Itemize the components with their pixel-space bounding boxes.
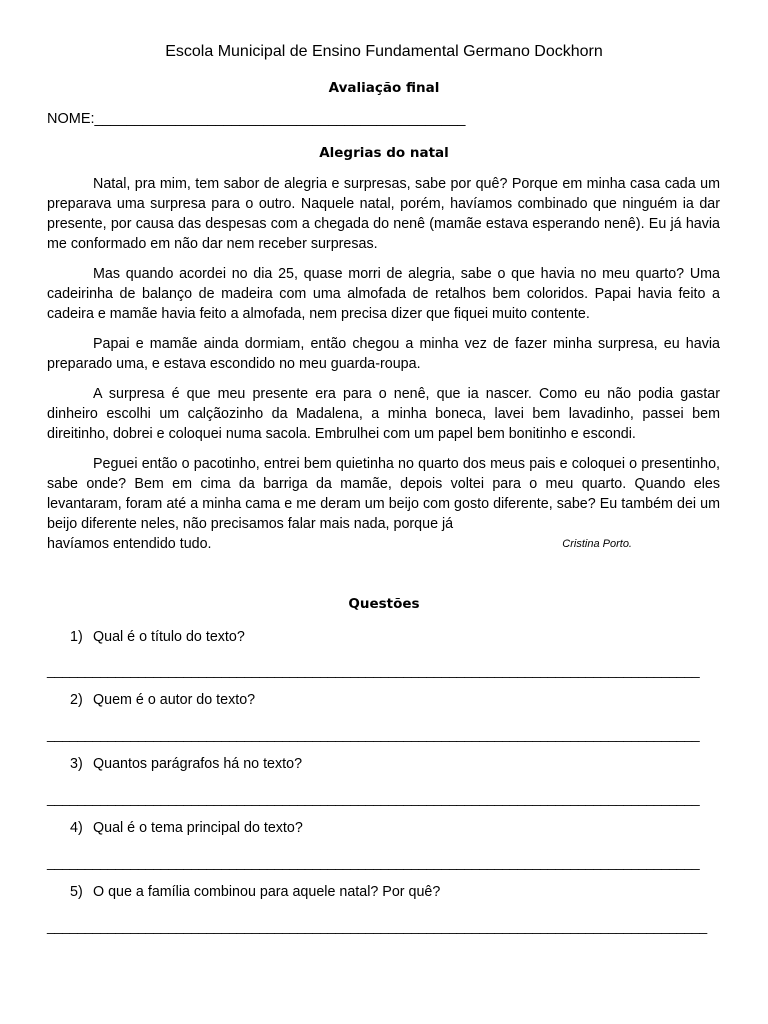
- question-text: Qual é o título do texto?: [93, 629, 245, 645]
- question-1: [70, 629, 245, 645]
- school-name: Escola Municipal de Ensino Fundamental Germano Dockhorn: [165, 43, 603, 60]
- name-label: NOME:: [47, 111, 95, 127]
- question-5: [70, 884, 440, 900]
- story-title: Alegrias do natal: [319, 145, 449, 161]
- answer-line-1[interactable]: ______________________________________________________________________________________: [47, 662, 700, 678]
- question-number: 1): [70, 629, 83, 645]
- story-ending: [47, 534, 720, 554]
- name-blank: ______________________________________________: [94, 111, 466, 127]
- question-text: Qual é o tema principal do texto?: [93, 820, 303, 836]
- question-text: Quem é o autor do texto?: [93, 692, 256, 708]
- paragraph: Natal, pra mim, tem sabor de alegria e surpresas, sabe por quê? Porque em minha casa cada um preparava uma surpresa para o outro. Naquele natal, porém, havíamos combinado que ninguém ia dar presente, por causa das despesas com a chegada do nenê (mamãe estava esperando nenê). Eu já havia me conformado em não dar nem receber surpresas.: [47, 176, 720, 252]
- answer-line-3[interactable]: ______________________________________________________________________________________: [47, 790, 700, 806]
- author-credit: Cristina Porto.: [562, 538, 632, 550]
- answer-line-4[interactable]: ______________________________________________________________________________________: [47, 854, 700, 870]
- answer-line-2[interactable]: ______________________________________________________________________________________: [47, 726, 700, 742]
- paragraph: Papai e mamãe ainda dormiam, então chegou a minha vez de fazer minha surpresa, eu havia preparado uma, e estava escondido no meu guarda-roupa.: [47, 336, 720, 372]
- final-line: havíamos entendido tudo.: [47, 536, 212, 552]
- name-field[interactable]: [47, 111, 466, 127]
- story-text: [47, 174, 720, 554]
- question-number: 3): [70, 756, 83, 772]
- question-number: 4): [70, 820, 83, 836]
- exam-title: Avaliação final: [328, 80, 440, 96]
- questions-heading: Questões: [348, 596, 420, 612]
- answer-line-5[interactable]: _______________________________________________________________________________________: [47, 918, 707, 934]
- question-3: [70, 756, 302, 772]
- question-text: O que a família combinou para aquele natal? Por quê?: [93, 884, 441, 900]
- question-number: 2): [70, 692, 83, 708]
- question-text: Quantos parágrafos há no texto?: [93, 756, 303, 772]
- question-4: [70, 820, 303, 836]
- paragraph: Peguei então o pacotinho, entrei bem quietinha no quarto dos meus pais e coloquei o presentinho, sabe onde? Bem em cima da barriga da mamãe, depois voltei para o meu quarto. Quando eles levantaram, foram até a minha cama e me deram um beijo com gosto diferente, sabe? Eu também dei um beijo diferente neles, não precisamos falar mais nada, porque já: [47, 456, 720, 532]
- paragraph: A surpresa é que meu presente era para o nenê, que ia nascer. Como eu não podia gastar dinheiro escolhi um calçãozinho da Madalena, a minha boneca, lavei bem lavadinho, passei bem direitinho, dobrei e coloquei numa sacola. Embrulhei com um papel bem bonitinho e escondi.: [47, 386, 720, 442]
- question-number: 5): [70, 884, 83, 900]
- question-2: [70, 692, 255, 708]
- paragraph: Mas quando acordei no dia 25, quase morri de alegria, sabe o que havia no meu quarto? Uma cadeirinha de balanço de madeira com uma almofada de retalhos bem coloridos. Papai havia feito a cadeira e mamãe havia feito a almofada, nem precisa dizer que fiquei muito contente.: [47, 266, 720, 322]
